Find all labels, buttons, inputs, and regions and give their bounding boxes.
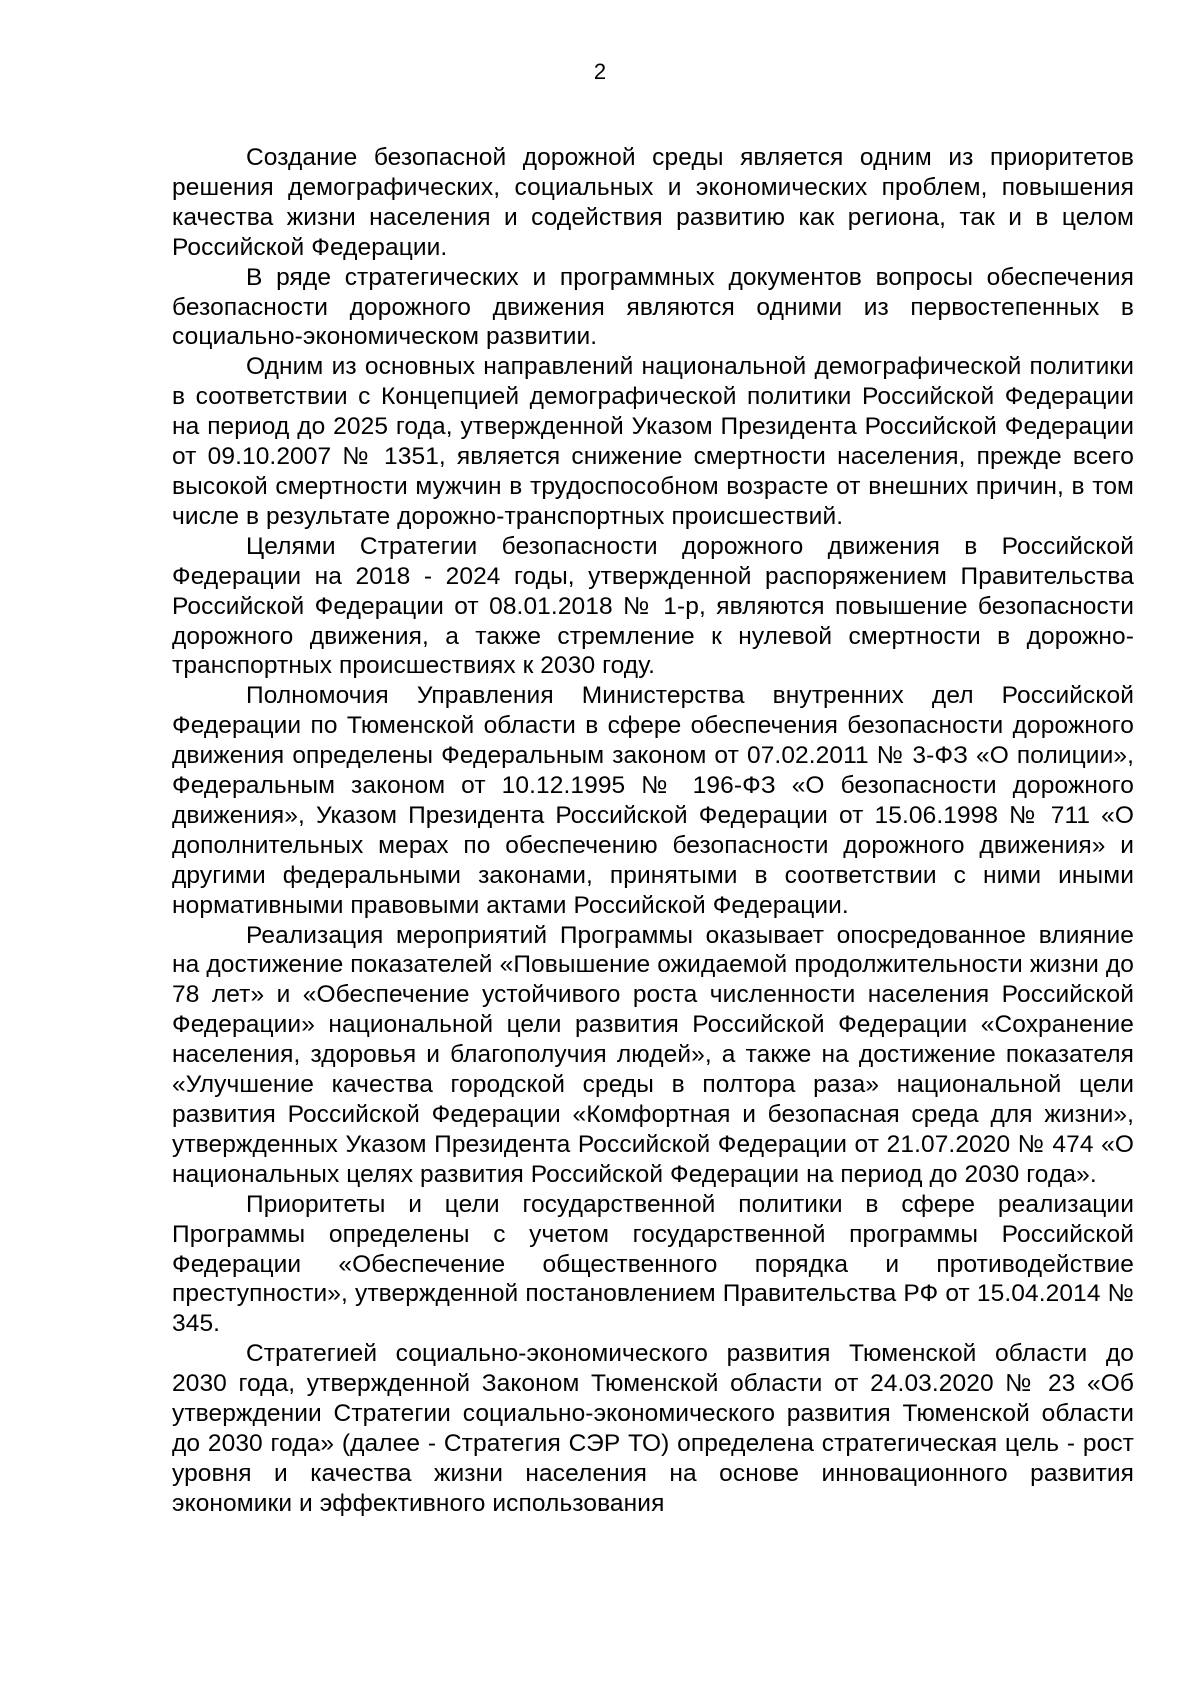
paragraph-regional-strategy: Стратегией социально-экономического развития Тюменской области до 2030 года, утвержденной Законом Тюменской области от 24.03.2020 № 23 «Об утверждении Стратегии социально-экономического развития Тюменской области до 2030 года» (далее - Стратегия СЭР ТО) определена стратегическая цель - рост уровня и качества жизни населения на основе инновационного развития экономики и эффективного использования [172, 1340, 1134, 1517]
paragraph-road-safety-priority: Создание безопасной дорожной среды является одним из приоритетов решения демографических, социальных и экономических проблем, повышения качества жизни населения и содействия развитию как региона, так и в целом Российской Федерации. [172, 144, 1134, 261]
paragraph-program-impact: Реализация мероприятий Программы оказывает опосредованное влияние на достижение показателей «Повышение ожидаемой продолжительности жизни до 78 лет» и «Обеспечение устойчивого роста численности населения Российской Федерации» национальной цели развития Российской Федерации «Сохранение населения, здоровья и благополучия людей», а также на достижение показателя «Улучшение качества городской среды в полтора раза» национальной цели развития Российской Федерации «Комфортная и безопасная среда для жизни», утвержденных Указом Президента Российской Федерации от 21.07.2020 № 474 «О национальных целях развития Российской Федерации на период до 2030 года». [172, 921, 1134, 1188]
document-body [172, 143, 1134, 1519]
page-number: 2 [593, 59, 607, 84]
paragraph-ministry-authority: Полномочия Управления Министерства внутренних дел Российской Федерации по Тюменской области в сфере обеспечения безопасности дорожного движения определены Федеральным законом от 07.02.2011 № 3-ФЗ «О полиции», Федеральным законом от 10.12.1995 № 196-ФЗ «О безопасности дорожного движения», Указом Президента Российской Федерации от 15.06.1998 № 711 «О дополнительных мерах по обеспечению безопасности дорожного движения» и другими федеральными законами, принятыми в соответствии с ними иными нормативными правовыми актами Российской Федерации. [172, 682, 1134, 919]
paragraph-road-safety-strategy-goals: Целями Стратегии безопасности дорожного движения в Российской Федерации на 2018 - 2024 годы, утвержденной распоряжением Правительства Российской Федерации от 08.01.2018 № 1-р, являются повышение безопасности дорожного движения, а также стремление к нулевой смертности в дорожно-транспортных происшествиях к 2030 году. [172, 532, 1134, 680]
paragraph-demographic-policy: Одним из основных направлений национальной демографической политики в соответствии с Концепцией демографической политики Российской Федерации на период до 2025 года, утвержденной Указом Президента Российской Федерации от 09.10.2007 № 1351, является снижение смертности населения, прежде всего высокой смертности мужчин в трудоспособном возрасте от внешних причин, в том числе в результате дорожно-транспортных происшествий. [172, 353, 1134, 530]
paragraph-state-policy-priorities: Приоритеты и цели государственной политики в сфере реализации Программы определены с учетом государственной программы Российской Федерации «Обеспечение общественного порядка и противодействие преступности», утвержденной постановлением Правительства РФ от 15.04.2014 № 345. [172, 1190, 1134, 1338]
paragraph-strategic-documents: В ряде стратегических и программных документов вопросы обеспечения безопасности дорожного движения являются одними из первостепенных в социально-экономическом развитии. [172, 263, 1134, 351]
